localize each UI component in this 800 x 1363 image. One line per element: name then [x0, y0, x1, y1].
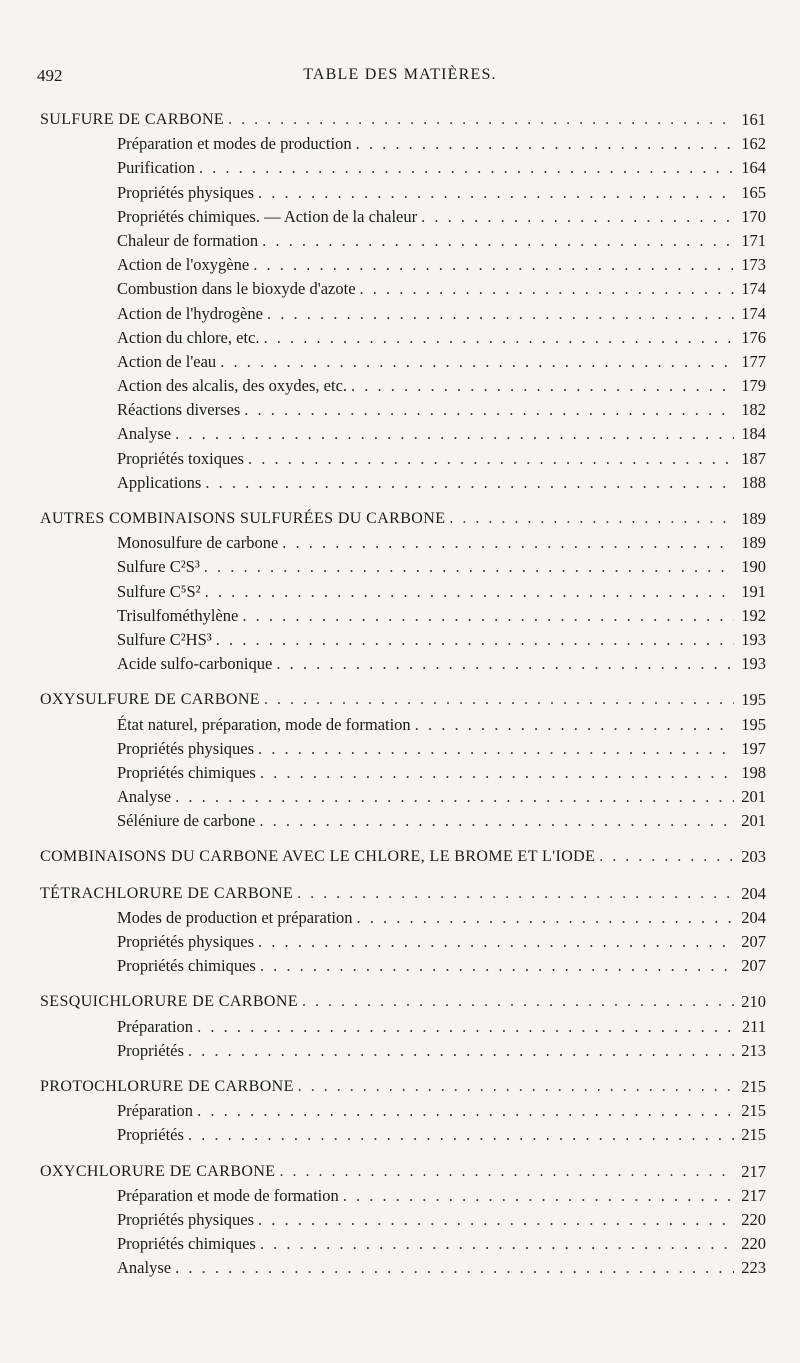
toc-entry-page: 198	[741, 762, 766, 782]
toc-sub-entry	[0, 954, 800, 978]
toc-section-entry	[0, 507, 800, 531]
toc-entry-page: 223	[741, 1258, 766, 1278]
dot-leader	[260, 761, 734, 785]
toc-entry-page: 170	[741, 206, 766, 226]
toc-entry-title: Séléniure de carbone	[117, 811, 256, 831]
toc-entry-page: 215	[741, 1076, 766, 1096]
toc-sub-entry	[0, 1015, 800, 1039]
toc-entry-title: Sulfure C⁵S²	[117, 581, 201, 601]
dot-leader	[351, 374, 734, 398]
toc-section-entry	[0, 108, 800, 132]
section-gap	[0, 1148, 800, 1160]
toc-entry-page: 187	[741, 448, 766, 468]
toc-entry-title: Propriétés physiques	[117, 738, 255, 758]
dot-leader	[599, 845, 734, 869]
toc-sub-entry	[0, 713, 800, 737]
toc-entry-page: 220	[741, 1234, 766, 1254]
toc-sub-entry	[0, 761, 800, 785]
toc-entry-title: Préparation	[117, 1101, 194, 1121]
toc-sub-entry	[0, 604, 800, 628]
dot-leader	[302, 990, 734, 1014]
toc-entry-page: 211	[741, 1016, 766, 1036]
dot-leader	[258, 930, 734, 954]
toc-sub-entry	[0, 1123, 800, 1147]
section-gap	[0, 495, 800, 507]
toc-sub-entry	[0, 471, 800, 495]
table-of-contents	[0, 108, 800, 1280]
toc-sub-entry	[0, 302, 800, 326]
toc-entry-page: 204	[741, 907, 766, 927]
toc-entry-title: Propriétés chimiques. — Action de la chaleur	[117, 206, 418, 226]
toc-sub-entry	[0, 132, 800, 156]
toc-entry-page: 191	[741, 581, 766, 601]
toc-entry-page: 195	[741, 714, 766, 734]
toc-section-entry	[0, 688, 800, 712]
toc-entry-page: 190	[741, 557, 766, 577]
toc-sub-entry	[0, 1184, 800, 1208]
toc-entry-page: 220	[741, 1209, 766, 1229]
toc-entry-title: Propriétés physiques	[117, 932, 255, 951]
dot-leader	[205, 580, 734, 604]
toc-entry-title: Réactions diverses	[117, 400, 241, 420]
dot-leader	[260, 954, 734, 978]
toc-entry-title: Purification	[117, 158, 195, 178]
dot-leader	[188, 1123, 734, 1147]
toc-entry-page: 189	[741, 509, 766, 528]
toc-entry-page: 161	[741, 110, 766, 129]
toc-entry-page: 193	[741, 629, 766, 649]
toc-entry-title: OXYCHLORURE DE CARBONE	[40, 1162, 276, 1180]
dot-leader	[197, 1099, 734, 1123]
toc-entry-page: 215	[741, 1101, 766, 1121]
toc-entry-title: PROTOCHLORURE DE CARBONE	[40, 1077, 294, 1095]
dot-leader	[175, 785, 734, 809]
toc-entry-title: Action de l'oxygène	[117, 255, 250, 275]
toc-entry-title: Monosulfure de carbone	[117, 533, 279, 553]
dot-leader	[260, 1232, 734, 1256]
dot-leader	[220, 350, 734, 374]
dot-leader	[258, 737, 734, 761]
toc-entry-page: 192	[741, 605, 766, 625]
toc-sub-entry	[0, 422, 800, 446]
toc-entry-title: Sulfure C²HS³	[117, 629, 212, 649]
toc-section-entry	[0, 990, 800, 1014]
toc-sub-entry	[0, 398, 800, 422]
toc-entry-title: AUTRES COMBINAISONS SULFURÉES DU CARBONE	[40, 510, 446, 527]
toc-entry-title: SESQUICHLORURE DE CARBONE	[40, 993, 299, 1011]
dot-leader	[197, 1015, 734, 1039]
dot-leader	[188, 1039, 734, 1063]
toc-entry-title: Propriétés	[117, 1040, 184, 1060]
dot-leader	[264, 326, 735, 350]
toc-entry-page: 201	[741, 811, 766, 831]
dot-leader	[228, 108, 734, 132]
dot-leader	[357, 906, 734, 930]
toc-sub-entry	[0, 1256, 800, 1280]
toc-section-entry	[0, 1075, 800, 1099]
toc-entry-page: 177	[741, 351, 766, 371]
toc-entry-page: 193	[741, 654, 766, 674]
toc-section-entry	[0, 1160, 800, 1184]
section-gap	[0, 978, 800, 990]
toc-sub-entry	[0, 737, 800, 761]
dot-leader	[175, 422, 734, 446]
running-title: TABLE DES MATIÈRES.	[303, 66, 497, 83]
toc-entry-title: Combustion dans le bioxyde d'azote	[117, 279, 356, 299]
dot-leader	[298, 1075, 734, 1099]
toc-sub-entry	[0, 156, 800, 180]
dot-leader	[343, 1184, 734, 1208]
toc-entry-title: Acide sulfo-carbonique	[117, 654, 273, 674]
toc-sub-entry	[0, 1099, 800, 1123]
toc-entry-title: SULFURE DE CARBONE	[40, 111, 225, 128]
toc-entry-title: Trisulfométhylène	[117, 605, 239, 625]
dot-leader	[175, 1256, 734, 1280]
dot-leader	[282, 531, 734, 555]
toc-entry-page: 197	[741, 738, 766, 758]
toc-entry-title: Préparation	[117, 1016, 194, 1036]
toc-entry-page: 182	[741, 400, 766, 420]
toc-entry-title: Propriétés toxiques	[117, 448, 244, 468]
toc-entry-title: Action de l'hydrogène	[117, 303, 263, 323]
section-gap	[0, 870, 800, 882]
toc-entry-page: 176	[741, 327, 766, 347]
toc-entry-page: 207	[741, 956, 766, 976]
dot-leader	[242, 604, 734, 628]
dot-leader	[248, 447, 734, 471]
toc-entry-page: 188	[741, 472, 766, 492]
dot-leader	[258, 181, 734, 205]
dot-leader	[244, 398, 734, 422]
toc-entry-title: Sulfure C²S³	[117, 557, 200, 577]
toc-entry-page: 173	[741, 255, 766, 275]
toc-entry-page: 195	[741, 690, 766, 710]
toc-entry-page: 184	[741, 424, 766, 444]
toc-sub-entry	[0, 447, 800, 471]
toc-entry-title: Action des alcalis, des oxydes, etc.	[117, 376, 348, 396]
dot-leader	[258, 1208, 734, 1232]
toc-sub-entry	[0, 1232, 800, 1256]
toc-sub-entry	[0, 326, 800, 350]
toc-entry-title: Chaleur de formation	[117, 230, 259, 250]
toc-entry-page: 207	[741, 932, 766, 951]
toc-entry-title: Propriétés chimiques	[117, 956, 256, 976]
toc-sub-entry	[0, 350, 800, 374]
toc-entry-title: COMBINAISONS DU CARBONE AVEC LE CHLORE, LE BROME ET L'IODE	[40, 848, 596, 866]
toc-entry-title: État naturel, préparation, mode de formation	[117, 714, 411, 734]
toc-entry-title: Analyse	[117, 787, 172, 807]
dot-leader	[449, 507, 734, 531]
section-gap	[0, 676, 800, 688]
toc-sub-entry	[0, 785, 800, 809]
dot-leader	[264, 688, 734, 712]
toc-sub-entry	[0, 580, 800, 604]
toc-entry-title: Préparation et mode de formation	[117, 1185, 339, 1205]
toc-entry-title: Propriétés chimiques	[117, 762, 256, 782]
toc-entry-page: 164	[741, 158, 766, 178]
toc-sub-entry	[0, 374, 800, 398]
toc-sub-entry	[0, 277, 800, 301]
toc-entry-title: Action du chlore, etc.	[117, 327, 260, 347]
toc-sub-entry	[0, 205, 800, 229]
toc-entry-page: 217	[741, 1161, 766, 1181]
toc-entry-title: Propriétés physiques	[117, 182, 255, 202]
toc-sub-entry	[0, 809, 800, 833]
toc-sub-entry	[0, 930, 800, 954]
toc-entry-title: Préparation et modes de production	[117, 134, 352, 154]
toc-entry-page: 215	[741, 1125, 766, 1145]
toc-sub-entry	[0, 628, 800, 652]
toc-entry-page: 179	[741, 376, 766, 396]
dot-leader	[356, 132, 734, 156]
dot-leader	[199, 156, 734, 180]
dot-leader	[204, 555, 734, 579]
page-number: 492	[37, 66, 63, 85]
toc-entry-title: Analyse	[117, 424, 172, 444]
page-header	[0, 66, 800, 90]
dot-leader	[262, 229, 734, 253]
toc-entry-title: Action de l'eau	[117, 351, 217, 371]
toc-section-entry	[0, 882, 800, 906]
toc-entry-page: 162	[741, 134, 766, 154]
toc-entry-title: Propriétés chimiques	[117, 1234, 256, 1254]
section-gap	[0, 1063, 800, 1075]
dot-leader	[415, 713, 734, 737]
dot-leader	[360, 277, 734, 301]
toc-sub-entry	[0, 531, 800, 555]
toc-entry-page: 201	[741, 787, 766, 807]
toc-entry-title: Propriétés physiques	[117, 1209, 255, 1229]
toc-entry-page: 189	[741, 533, 766, 553]
dot-leader	[205, 471, 734, 495]
toc-sub-entry	[0, 906, 800, 930]
dot-leader	[421, 205, 734, 229]
toc-entry-title: OXYSULFURE DE CARBONE	[40, 691, 260, 709]
toc-entry-page: 174	[741, 279, 766, 299]
toc-sub-entry	[0, 1039, 800, 1063]
dot-leader	[259, 809, 734, 833]
toc-entry-page: 165	[741, 182, 766, 202]
dot-leader	[279, 1160, 734, 1184]
dot-leader	[216, 628, 734, 652]
dot-leader	[276, 652, 734, 676]
toc-entry-title: Propriétés	[117, 1125, 184, 1145]
dot-leader	[267, 302, 734, 326]
toc-entry-page: 217	[741, 1185, 766, 1205]
toc-entry-title: Analyse	[117, 1258, 172, 1278]
toc-sub-entry	[0, 229, 800, 253]
toc-entry-page: 204	[741, 883, 766, 903]
dot-leader	[297, 882, 734, 906]
toc-entry-page: 174	[741, 303, 766, 323]
toc-entry-title: Applications	[117, 472, 202, 492]
toc-entry-page: 210	[741, 992, 766, 1012]
toc-sub-entry	[0, 253, 800, 277]
toc-sub-entry	[0, 1208, 800, 1232]
section-gap	[0, 833, 800, 845]
toc-entry-page: 171	[741, 230, 766, 250]
toc-entry-title: TÉTRACHLORURE DE CARBONE	[40, 884, 294, 902]
toc-entry-page: 203	[741, 847, 766, 867]
toc-entry-title: Modes de production et préparation	[117, 907, 353, 927]
dot-leader	[253, 253, 734, 277]
toc-sub-entry	[0, 555, 800, 579]
toc-sub-entry	[0, 652, 800, 676]
toc-entry-page: 213	[741, 1040, 766, 1060]
toc-sub-entry	[0, 181, 800, 205]
toc-section-entry	[0, 845, 800, 869]
